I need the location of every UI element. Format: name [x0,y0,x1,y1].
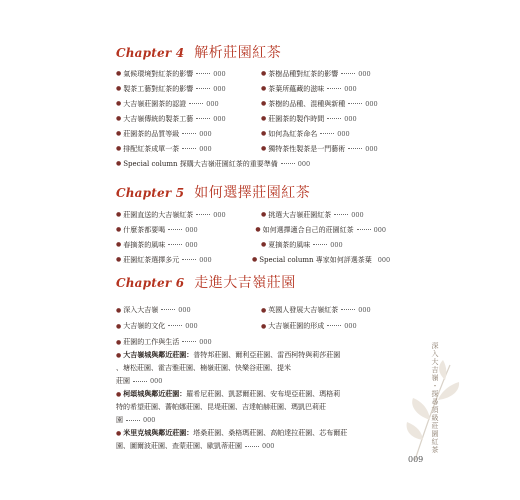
side-running-title: 深入大吉嶺・探尋頂級莊園紅茶 [431,342,439,454]
page-ref: 000 [206,99,219,108]
toc-entry[interactable]: ● 莊園茶的製作時間 000 [261,114,357,123]
bullet-icon: ● [116,256,122,263]
toc-row [116,318,406,334]
leader-dots [348,103,362,104]
toc-row [116,222,406,237]
leader-dots [182,133,196,134]
page-ref: 000 [358,306,371,314]
toc-entry[interactable]: ● Special column 專家如何評選茶葉 000 [252,255,391,264]
bullet-icon: ● [116,241,122,248]
page-ref: 000 [150,377,163,385]
bullet-icon: ● [116,160,122,167]
page-ref: 000 [262,442,275,450]
bullet-icon: ● [116,115,122,122]
leader-dots [245,446,259,447]
toc-entry[interactable]: ● 大吉嶺傳統的製茶工藝 000 [116,114,226,123]
leader-dots [168,229,182,230]
bullet-icon: ● [116,130,122,137]
bullet-icon: ● [116,211,122,218]
toc-entry[interactable]: ● 莊園茶的品質等級 000 [116,129,212,138]
chapter-5-heading [116,182,310,202]
bullet-icon: ● [255,226,261,233]
toc-row [116,66,406,81]
leader-dots [327,88,341,89]
region-name: 柯頌城與鄰近莊園： [123,390,187,398]
region-name: 大吉嶺城與鄰近莊園： [123,351,194,359]
page-ref: 000 [185,322,198,330]
page-ref: 000 [199,129,212,138]
toc-row [116,156,406,171]
page-ref: 000 [344,84,357,93]
bullet-icon: ● [261,130,267,137]
page-ref: 000 [178,306,191,314]
toc-entry[interactable]: ● 氣候環境對紅茶的影響 000 [116,69,226,78]
leader-dots [189,103,203,104]
page-ref: 000 [365,144,378,153]
leader-dots [182,259,196,260]
page-ref: 000 [213,114,226,123]
bullet-icon: ● [261,70,267,77]
toc-row [116,141,406,156]
bullet-icon: ● [261,322,267,330]
page-ref: 000 [337,129,350,138]
leader-dots [182,148,196,149]
bullet-icon: ● [252,256,258,263]
toc-entry[interactable]: ● 莊園紅茶選擇多元 000 [116,255,212,264]
leader-dots [126,420,140,421]
toc-entry[interactable]: ● 茶樹的品種、混種與新種 000 [261,99,378,108]
bullet-icon: ● [116,100,122,107]
page-ref: 000 [199,338,212,346]
toc-entry[interactable]: ● 深入大吉嶺 000 [116,306,191,314]
page-ref: 000 [344,322,357,330]
chapter-4-heading [116,42,281,62]
toc-entry[interactable]: ● 大吉嶺的文化 000 [116,322,198,330]
leader-dots [196,73,210,74]
page-ref: 000 [213,210,226,219]
bullet-icon: ● [116,430,122,437]
toc-entry[interactable]: ● 獨特茶性製茶是一門藝術 000 [261,144,378,153]
page-ref: 000 [365,99,378,108]
bullet-icon: ● [116,145,122,152]
bullet-icon: ● [116,391,122,398]
bullet-icon: ● [116,306,122,314]
bullet-icon: ● [116,70,122,77]
toc-entry[interactable]: ● 莊園的工作與生活 000 [116,338,212,346]
leader-dots [168,325,182,326]
toc-row [116,96,406,111]
toc-row [116,81,406,96]
chapter-6-title: 走進大吉嶺莊園 [194,275,296,291]
toc-entry[interactable]: ● 莊園直送的大吉嶺紅茶 000 [116,210,226,219]
page-ref: 000 [358,69,371,78]
leader-dots [341,309,355,310]
leader-dots [348,148,362,149]
page-number: 009 [408,455,424,464]
toc-row [116,126,406,141]
chapter-4-entries [116,66,406,171]
chapter-6-heading [116,272,296,292]
bullet-icon: ● [261,211,267,218]
page-ref: 000 [213,84,226,93]
toc-entry[interactable]: ● 什麼茶都要喝 000 [116,225,198,234]
leader-dots [182,341,196,342]
bullet-icon: ● [261,306,267,314]
page-ref: 000 [344,114,357,123]
bullet-icon: ● [116,85,122,92]
page-ref: 000 [373,225,386,234]
leader-dots [161,309,175,310]
page-ref: 000 [351,210,364,219]
bullet-icon: ● [116,226,122,233]
toc-entry[interactable]: ● 大吉嶺莊園的形成 000 [261,322,357,330]
chapter-6-label: Chapter 6 [116,276,185,290]
region-entry[interactable]: ● 柯頌城與鄰近莊園：羅希尼莊園、凱瑟爾莊園、安布堤亞莊園、瑪格莉 特的希望莊園、薔帕娜莊園、昆堤莊園、吉達帕赫莊園、瑪凱巴莉莊 園 000 [116,390,341,424]
page-ref: 000 [185,225,198,234]
bullet-icon: ● [116,322,122,330]
page-ref: 000 [199,144,212,153]
bullet-icon: ● [261,85,267,92]
toc-row [116,207,406,222]
leader-dots [341,73,355,74]
region-entry[interactable]: ● 米里克城與鄰近莊園：塔桑莊園、桑格瑪莊園、高帕達拉莊園、芯布爾莊 園、圖爾波莊園、查蒙莊園、歐凱蒂莊園 000 [116,429,348,450]
toc-entry[interactable]: ● 挑選大吉嶺莊園紅茶 000 [261,210,364,219]
leader-dots [327,118,341,119]
region-name: 米里克城與鄰近莊園： [123,429,194,437]
leader-dots [133,381,147,382]
region-entry[interactable]: ● 大吉嶺城與鄰近莊園：普特邦莊園、爾利亞莊園、雷西柯特與莉莎莊園 、塘松莊園、霍吉雅莊園、楠嶺莊園、快樂谷莊園、提米 莊園 000 [116,351,341,385]
toc-entry[interactable]: ● 如何為紅茶命名 000 [261,129,350,138]
chapter-5-title: 如何選擇莊園紅茶 [194,185,311,201]
toc-entry[interactable]: ● 夏摘茶的風味 000 [261,240,343,249]
toc-entry[interactable]: ● 茶葉所蘊藏的滋味 000 [261,84,357,93]
leader-dots [281,163,295,164]
leader-dots [320,133,334,134]
leader-dots [327,325,341,326]
toc-row [116,334,406,350]
toc-entry[interactable]: ● 如何選擇適合自己的莊園紅茶 000 [255,225,386,234]
chapter-4-label: Chapter 4 [116,46,185,60]
leader-dots [196,88,210,89]
bullet-icon: ● [261,145,267,152]
toc-entry[interactable]: ● 茶樹品種對紅茶的影響 000 [261,69,371,78]
chapter-6-entries [116,302,406,350]
bullet-icon: ● [116,352,122,359]
chapter-5-label: Chapter 5 [116,186,185,200]
toc-entry[interactable]: ● 春摘茶的風味 000 [116,240,198,249]
leader-dots [196,214,210,215]
leader-dots [196,118,210,119]
bullet-icon: ● [261,115,267,122]
toc-entry-special[interactable]: ● Special column 探購大吉嶺莊園紅茶的重要準備 000 [116,159,311,168]
page-ref: 000 [377,255,391,264]
page-ref: 000 [185,240,198,249]
bullet-icon: ● [261,241,267,248]
leader-dots [168,244,182,245]
toc-row [116,111,406,126]
bullet-icon: ● [116,338,122,346]
toc-row [116,302,406,318]
leader-dots [313,244,327,245]
chapter-4-title: 解析莊園紅茶 [194,45,282,61]
bullet-icon: ● [261,100,267,107]
page-ref: 000 [199,255,212,264]
toc-entry[interactable]: ● 製茶工藝對紅茶的影響 000 [116,84,226,93]
page-ref: 000 [143,416,156,424]
leader-dots [357,229,371,230]
page-ref: 000 [297,159,311,168]
leader-dots [334,214,348,215]
toc-row [116,237,406,252]
toc-entry[interactable]: ● 英國人發展大吉嶺紅茶 000 [261,306,371,314]
toc-entry[interactable]: ● 排配紅茶成單一茶 000 [116,144,212,153]
chapter-5-entries [116,207,406,267]
toc-row [116,252,406,267]
toc-entry[interactable]: ● 大吉嶺莊園茶的認證 000 [116,99,219,108]
page-ref: 000 [330,240,343,249]
region-list [116,349,401,453]
page-ref: 000 [213,69,226,78]
